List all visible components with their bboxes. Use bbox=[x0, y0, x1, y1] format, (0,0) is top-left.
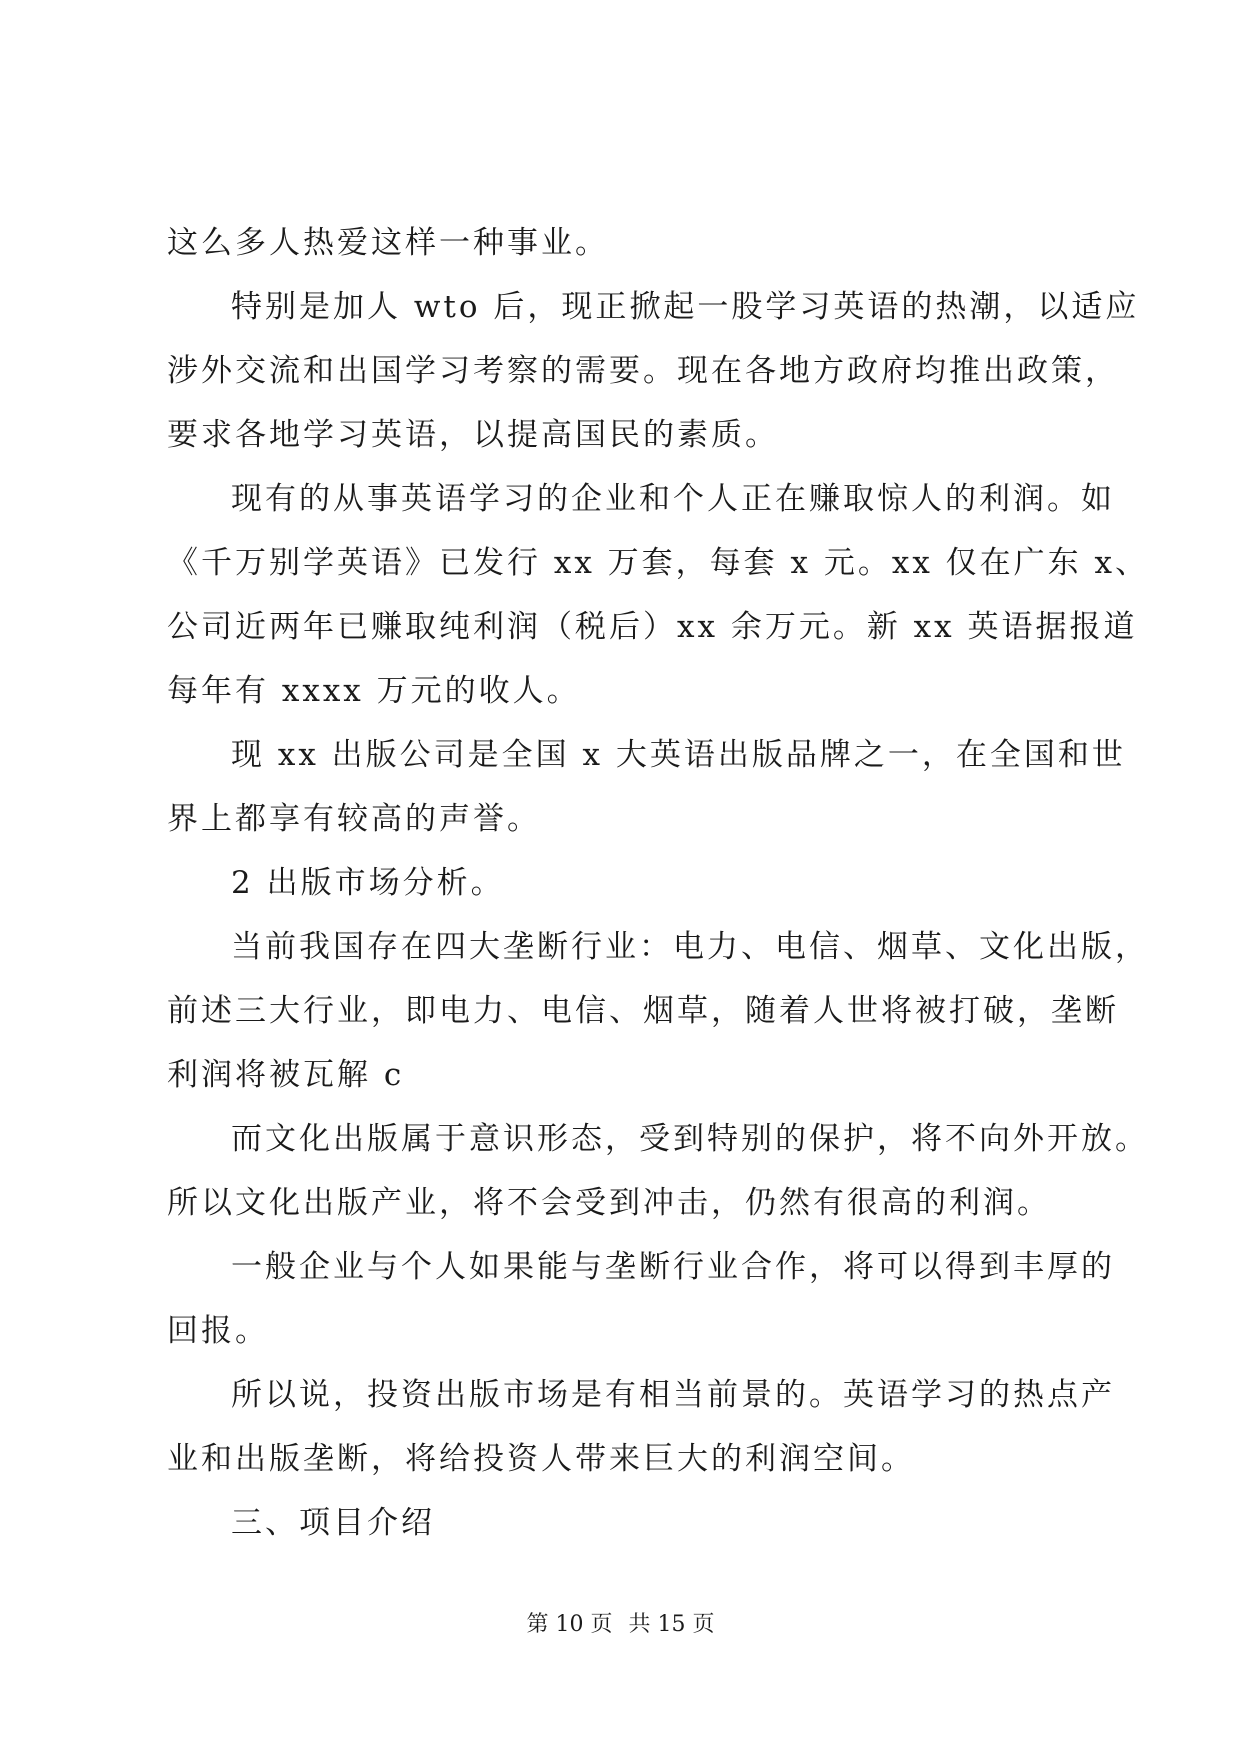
page-total: 共 15 页 bbox=[628, 1612, 715, 1637]
text-line: 每年有 xxxx 万元的收人。 bbox=[167, 673, 581, 709]
text-line: 特别是加人 wto 后，现正掀起一股学习英语的热潮，以适应 bbox=[231, 289, 1140, 325]
text-line: 这么多人热爱这样一种事业。 bbox=[167, 225, 609, 261]
text-line: 回报。 bbox=[167, 1313, 269, 1349]
text-line: 界上都享有较高的声誉。 bbox=[167, 801, 541, 837]
text-line: 涉外交流和出国学习考察的需要。现在各地方政府均推出政策， bbox=[167, 353, 1119, 389]
text-line: 现 xx 出版公司是全国 x 大英语出版品牌之一，在全国和世 bbox=[231, 737, 1126, 773]
text-line: 所以文化出版产业，将不会受到冲击，仍然有很高的利润。 bbox=[167, 1185, 1051, 1221]
text-line: 一般企业与个人如果能与垄断行业合作，将可以得到丰厚的 bbox=[231, 1249, 1115, 1285]
text-line: 前述三大行业，即电力、电信、烟草，随着人世将被打破，垄断 bbox=[167, 993, 1119, 1029]
text-line: 现有的从事英语学习的企业和个人正在赚取惊人的利润。如 bbox=[231, 481, 1115, 517]
text-line: 当前我国存在四大垄断行业：电力、电信、烟草、文化出版， bbox=[231, 929, 1149, 965]
text-line: 《千万别学英语》已发行 xx 万套，每套 x 元。xx 仅在广东 x、 bbox=[167, 545, 1150, 581]
text-line: 所以说，投资出版市场是有相当前景的。英语学习的热点产 bbox=[231, 1377, 1115, 1413]
text-line: 要求各地学习英语，以提高国民的素质。 bbox=[167, 417, 779, 453]
text-line: 业和出版垄断，将给投资人带来巨大的利润空间。 bbox=[167, 1441, 915, 1477]
section-heading: 三、项目介绍 bbox=[231, 1505, 435, 1541]
text-line: 利润将被瓦解 c bbox=[167, 1057, 405, 1093]
text-line: 而文化出版属于意识形态，受到特别的保护，将不向外开放。 bbox=[231, 1121, 1149, 1157]
page-number: 第 10 页 bbox=[526, 1612, 613, 1637]
section-heading: 2 出版市场分析。 bbox=[231, 865, 505, 901]
page-footer bbox=[0, 1613, 1241, 1637]
document-body bbox=[167, 225, 1150, 1572]
text-line: 公司近两年已赚取纯利润（税后）xx 余万元。新 xx 英语据报道 bbox=[167, 609, 1138, 645]
